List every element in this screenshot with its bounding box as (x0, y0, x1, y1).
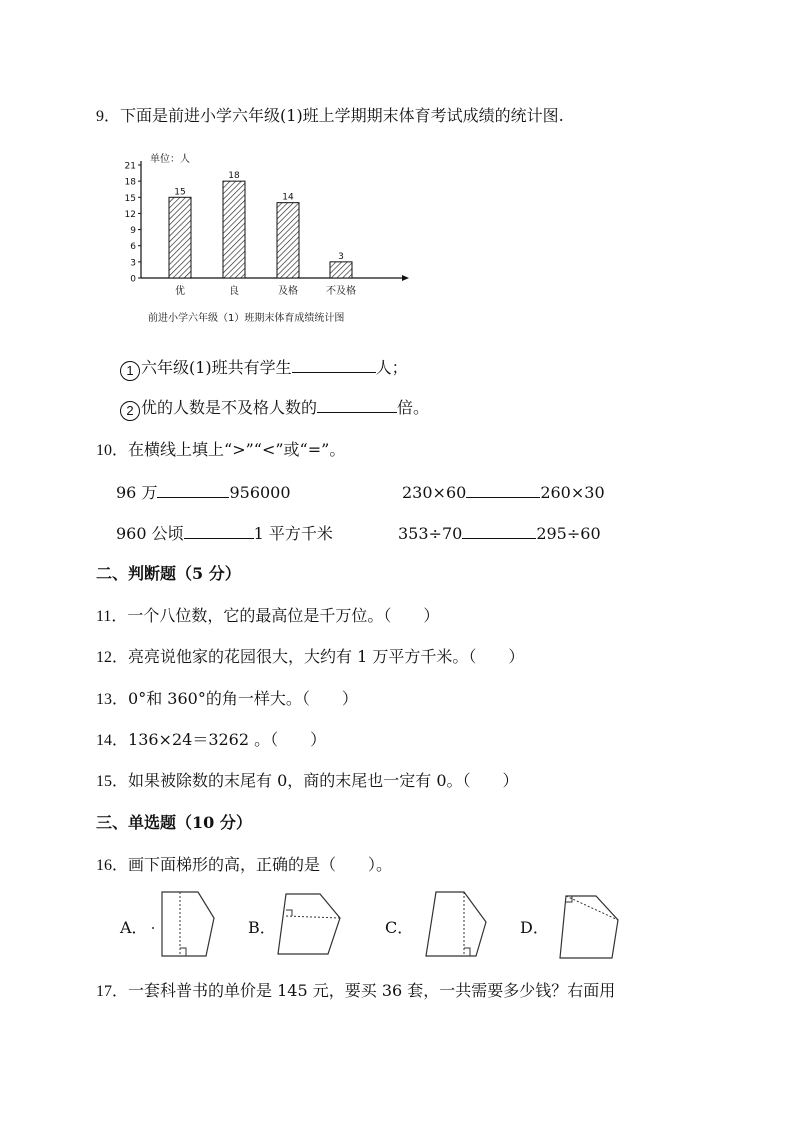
q12-number: 12． (96, 649, 129, 666)
q14-number: 14． (96, 732, 129, 749)
bar (223, 181, 245, 278)
q9-number: 9． (96, 108, 121, 125)
q17-line (96, 981, 615, 1002)
q14-text: 136×24＝3262 。（ ） (128, 730, 327, 749)
q9-sub1-text: 六年级(1)班共有学生 (141, 358, 292, 377)
q17-number: 17． (96, 983, 129, 1000)
y-tick-label: 3 (130, 258, 136, 269)
bar-value-label: 15 (174, 187, 186, 198)
q10-item-2-blank[interactable] (466, 481, 540, 498)
q15-text: 如果被除数的末尾有 0，商的末尾也一定有 0。（ ） (128, 771, 519, 790)
q14-line (96, 730, 326, 751)
q16-number: 16． (96, 857, 129, 874)
q10-item-2-right: 260×30 (540, 483, 605, 502)
q16-option-b-label: B． (248, 918, 276, 937)
chart-unit-label: 单位：人 (150, 154, 190, 165)
x-category-label: 优 (175, 286, 185, 297)
q10-line (96, 440, 345, 461)
q10-item-2-left: 230×60 (402, 483, 467, 502)
q9-sub2-blank[interactable] (317, 396, 397, 413)
q16-option-c-label: C． (385, 918, 414, 937)
q9-sub1-blank[interactable] (292, 356, 376, 373)
y-tick-label: 15 (124, 193, 136, 204)
q10-item-3 (116, 522, 333, 544)
q10-item-1 (116, 481, 291, 503)
q15-number: 15． (96, 773, 129, 790)
q10-item-3-right: 1 平方千米 (253, 524, 333, 543)
q12-text: 亮亮说他家的花园很大，大约有 1 万平方千米。（ ） (128, 647, 525, 666)
chart-title: 前进小学六年级（1）班期末体育成绩统计图 (148, 313, 345, 324)
y-tick-label: 12 (124, 209, 136, 220)
q9-line (96, 106, 564, 127)
q16-line (96, 855, 392, 876)
q11-text: 一个八位数，它的最高位是千万位。（ ） (127, 606, 440, 625)
x-category-label: 不及格 (326, 286, 356, 297)
bar-value-label: 3 (338, 251, 344, 262)
q9-sub2-unit: 倍。 (397, 398, 430, 417)
q10-item-2 (402, 481, 605, 503)
bar (169, 197, 191, 278)
bar-chart (110, 148, 420, 330)
q13-number: 13． (96, 691, 129, 708)
bar-value-label: 14 (282, 192, 294, 203)
q10-item-1-left: 96 万 (116, 483, 158, 502)
q10-text: 在横线上填上“>”“<”或“=”。 (128, 440, 346, 459)
q9-text: 下面是前进小学六年级(1)班上学期期末体育考试成绩的统计图. (120, 106, 564, 125)
y-tick-label: 6 (130, 242, 136, 253)
x-category-label: 及格 (278, 286, 298, 297)
bar (277, 203, 299, 278)
q10-item-4-right: 295÷60 (536, 524, 601, 543)
q10-item-1-right: 956000 (229, 483, 291, 502)
x-axis-arrow (402, 275, 409, 281)
y-tick-label: 18 (124, 177, 136, 188)
bar-value-label: 18 (228, 171, 240, 182)
section-3-title: 三、单选题（10 分） (96, 813, 252, 832)
circled-number-1: 1 (120, 361, 140, 381)
bar (330, 262, 352, 278)
q10-item-4-blank[interactable] (462, 522, 536, 539)
q13-line (96, 689, 358, 710)
q10-number: 10． (96, 442, 129, 459)
q16-option-d-label: D． (520, 918, 549, 937)
q11-line (96, 606, 439, 627)
q17-text: 一套科普书的单价是 145 元，要买 36 套，一共需要多少钱？右面用 (128, 981, 616, 1000)
q9-sub1-unit: 人； (375, 358, 408, 377)
q16-text: 画下面梯形的高，正确的是（ ）。 (128, 855, 393, 874)
y-tick-label: 21 (124, 161, 136, 172)
trapezoid-b-figure (274, 888, 346, 962)
q9-sub1 (120, 356, 408, 381)
trapezoid-a-figure (148, 888, 220, 962)
x-category-label: 良 (229, 286, 239, 297)
q11-number: 11． (96, 608, 128, 625)
q12-line (96, 647, 524, 668)
q10-item-1-blank[interactable] (157, 481, 229, 498)
q10-item-4-left: 353÷70 (398, 524, 463, 543)
trapezoid-d-figure (552, 888, 624, 962)
circled-number-2: 2 (120, 401, 140, 421)
q10-item-3-left: 960 公顷 (116, 524, 184, 543)
q9-sub2 (120, 396, 429, 421)
q16-option-a-label: A． (120, 918, 148, 937)
q13-text: 0°和 360°的角一样大。（ ） (128, 689, 358, 708)
q10-item-4 (398, 522, 601, 544)
y-tick-label: 0 (130, 274, 136, 285)
q15-line (96, 771, 519, 792)
q10-item-3-blank[interactable] (184, 522, 254, 539)
trapezoid-c-figure (420, 888, 492, 962)
q9-sub2-text: 优的人数是不及格人数的 (141, 398, 318, 417)
y-tick-label: 9 (130, 226, 136, 237)
section-2-title: 二、判断题（5 分） (96, 564, 241, 583)
